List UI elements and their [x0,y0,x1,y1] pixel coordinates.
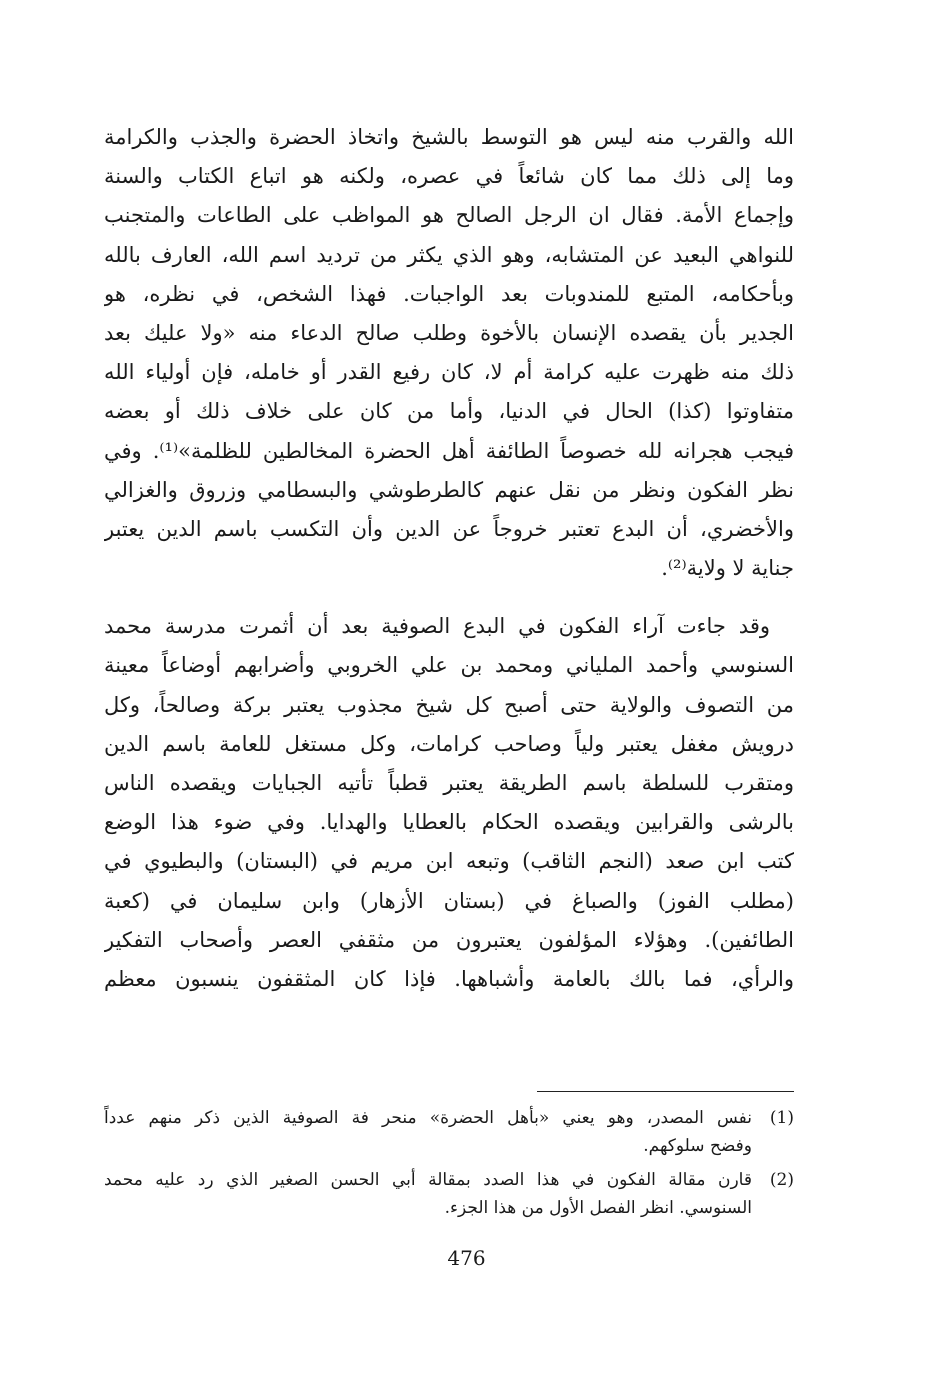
text-line: وإجماع الأمة. فقال ان الرجل الصالح هو المواظب على الطاعات والمتجنب [104,203,794,228]
footnote-number: (1) [769,1108,794,1128]
footnote-line: السنوسي. انظر الفصل الأول من هذا الجزء. [444,1198,752,1218]
paragraph-2 [104,607,794,999]
footnote-divider [537,1091,794,1092]
text-line: الطائفين). وهؤلاء المؤلفون يعتبرون من مثقفي العصر وأصحاب التفكير [104,927,794,952]
text-line: وقد جاءت آراء الفكون في البدع الصوفية بعد أن أثمرت مدرسة محمد [104,614,770,639]
page-number: 476 [447,1246,486,1270]
text-line: الجدير بأن يقصده الإنسان بالأخوة وطلب صالح الدعاء منه «ولا عليك بعد [104,320,794,345]
text-line: والرأي، فما بالك بالعامة وأشباهها. فإذا كان المثقفون ينسبون معظم [104,966,794,991]
text-line: درويش مغفل يعتبر ولياً وصاحب كرامات، وكل مستغل للعامة باسم الدين [104,731,794,756]
paragraph-spacer [104,588,794,607]
text-line: متفاوتوا (كذا) الحال في الدنيا، وأما من كان على خلاف ذلك أو بعضه [104,399,794,424]
text-line: كتب ابن صعد (النجم الثاقب) وتبعه ابن مريم في (البستان) والبطيوي في [104,849,794,874]
footnotes [104,1104,794,1228]
text-line: ذلك منه ظهرت عليه كرامة أم لا، كان رفيع القدر أو خامله، فإن أولياء الله [104,360,794,385]
footnote-text [104,1166,752,1222]
text-line: للنواهي البعيد عن المتشابه، وهو الذي يكثر من ترديد اسم الله، العارف بالله [104,242,794,267]
text-line: الله والقرب منه ليس هو التوسط بالشيخ واتخاذ الحضرة والجذب والكرامة [104,125,794,149]
footnote-line: قارن مقالة الفكون في هذا الصدد بمقالة أبي الحسن الصغير الذي رد عليه محمد [104,1170,752,1190]
footnote-line: وفضح سلوكهم. [643,1136,752,1156]
text-line: جناية لا ولاية⁽²⁾. [661,556,794,581]
text-line: وما إلى ذلك مما كان شائعاً في عصره، ولكنه هو اتباع الكتاب والسنة [104,164,794,189]
text-line: وبأحكامه، المتبع للمندوبات بعد الواجبات. فهذا الشخص، في نظره، هو [104,281,794,306]
text-line: فيجب هجرانه لله خصوصاً الطائفة أهل الحضرة المخالطين للظلمة»⁽¹⁾. وفي [104,438,794,463]
text-line: بالرشى والقرابين ويقصده الحكام بالعطايا والهدايا. وفي ضوء هذا الوضع [104,810,794,835]
paragraph-1 [104,118,794,588]
text-line: ومتقرب للسلطة باسم الطريقة يعتبر قطباً تأتيه الجبايات ويقصده الناس [104,771,794,795]
footnote-number: (2) [769,1170,794,1190]
footnote-2 [104,1166,794,1222]
text-line: والأخضري، أن البدع تعتبر خروجاً عن الدين وأن التكسب باسم الدين يعتبر [104,516,794,541]
main-text [104,118,794,999]
text-line: نظر الفكون ونظر من نقل عنهم كالطرطوشي والبسطامي وزروق والغزالي [104,477,794,502]
footnote-line: نفس المصدر، وهو يعني «بأهل الحضرة» منحر فة الصوفية الذين ذكر منهم عدداً [104,1108,752,1128]
footnote-text [104,1104,752,1160]
text-line: (مطلب الفوز) والصباغ في (بستان الأزهار) وابن سليمان في (كعبة [104,888,794,913]
text-line: من التصوف والولاية حتى أصبح كل شيخ مجذوب يعتبر بركة وصالحاً، وكل [104,692,794,717]
footnote-1 [104,1104,794,1160]
text-line: السنوسي وأحمد الملياني ومحمد بن علي الخروبي وأضرابهم أوضاعاً معينة [104,653,794,678]
